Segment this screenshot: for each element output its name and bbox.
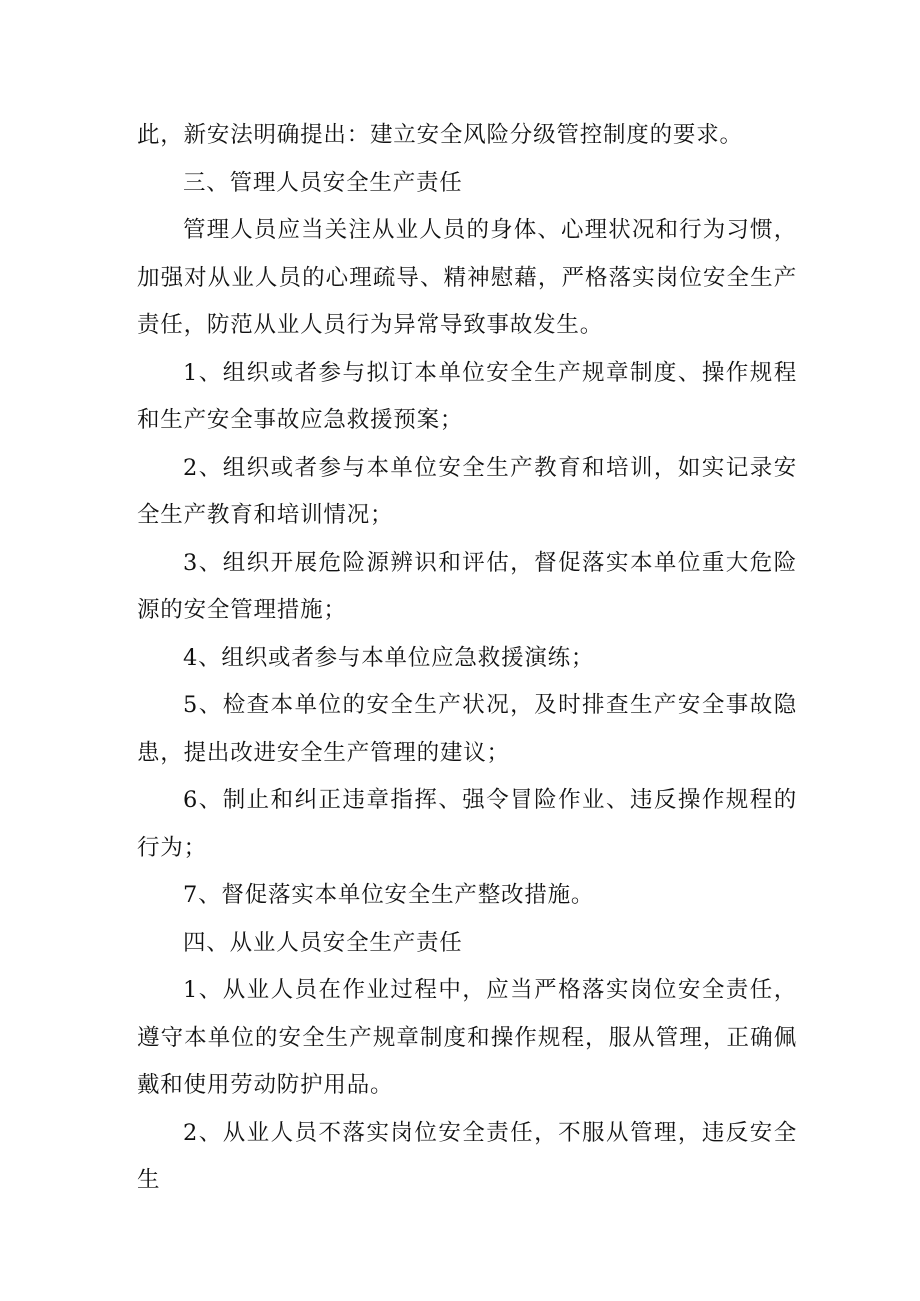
list-item-manager-7: 7、督促落实本单位安全生产整改措施。 (183, 882, 595, 908)
list-item-manager-5: 5、检查本单位的安全生产状况，及时排查生产安全事故隐患，提出改进安全生产管理的建议； (137, 692, 797, 766)
list-item-worker-2: 2、从业人员不落实岗位安全责任，不服从管理，违反安全生 (137, 1119, 797, 1193)
list-item-manager-6: 6、制止和纠正违章指挥、强令冒险作业、违反操作规程的行为； (137, 787, 797, 861)
paragraph-manager-intro: 管理人员应当关注从业人员的身体、心理状况和行为习惯，加强对从业人员的心理疏导、精神慰藉，严格落实岗位安全生产责任，防范从业人员行为异常导致事故发生。 (137, 217, 797, 338)
list-item-manager-4: 4、组织或者参与本单位应急救援演练； (183, 644, 595, 671)
document-body (137, 112, 797, 1205)
section-heading-3: 三、管理人员安全生产责任 (183, 169, 463, 196)
list-item-worker-1: 1、从业人员在作业过程中，应当严格落实岗位安全责任，遵守本单位的安全生产规章制度和操作规程，服从管理，正确佩戴和使用劳动防护用品。 (137, 977, 797, 1098)
list-item-manager-2: 2、组织或者参与本单位安全生产教育和培训，如实记录安全生产教育和培训情况； (137, 454, 797, 528)
section-heading-4: 四、从业人员安全生产责任 (183, 929, 463, 956)
list-item-manager-1: 1、组织或者参与拟订本单位安全生产规章制度、操作规程和生产安全事故应急救援预案； (137, 359, 797, 433)
list-item-manager-3: 3、组织开展危险源辨识和评估，督促落实本单位重大危险源的安全管理措施； (137, 549, 797, 623)
paragraph-continuation: 此，新安法明确提出：建立安全风险分级管控制度的要求。 (137, 122, 743, 148)
